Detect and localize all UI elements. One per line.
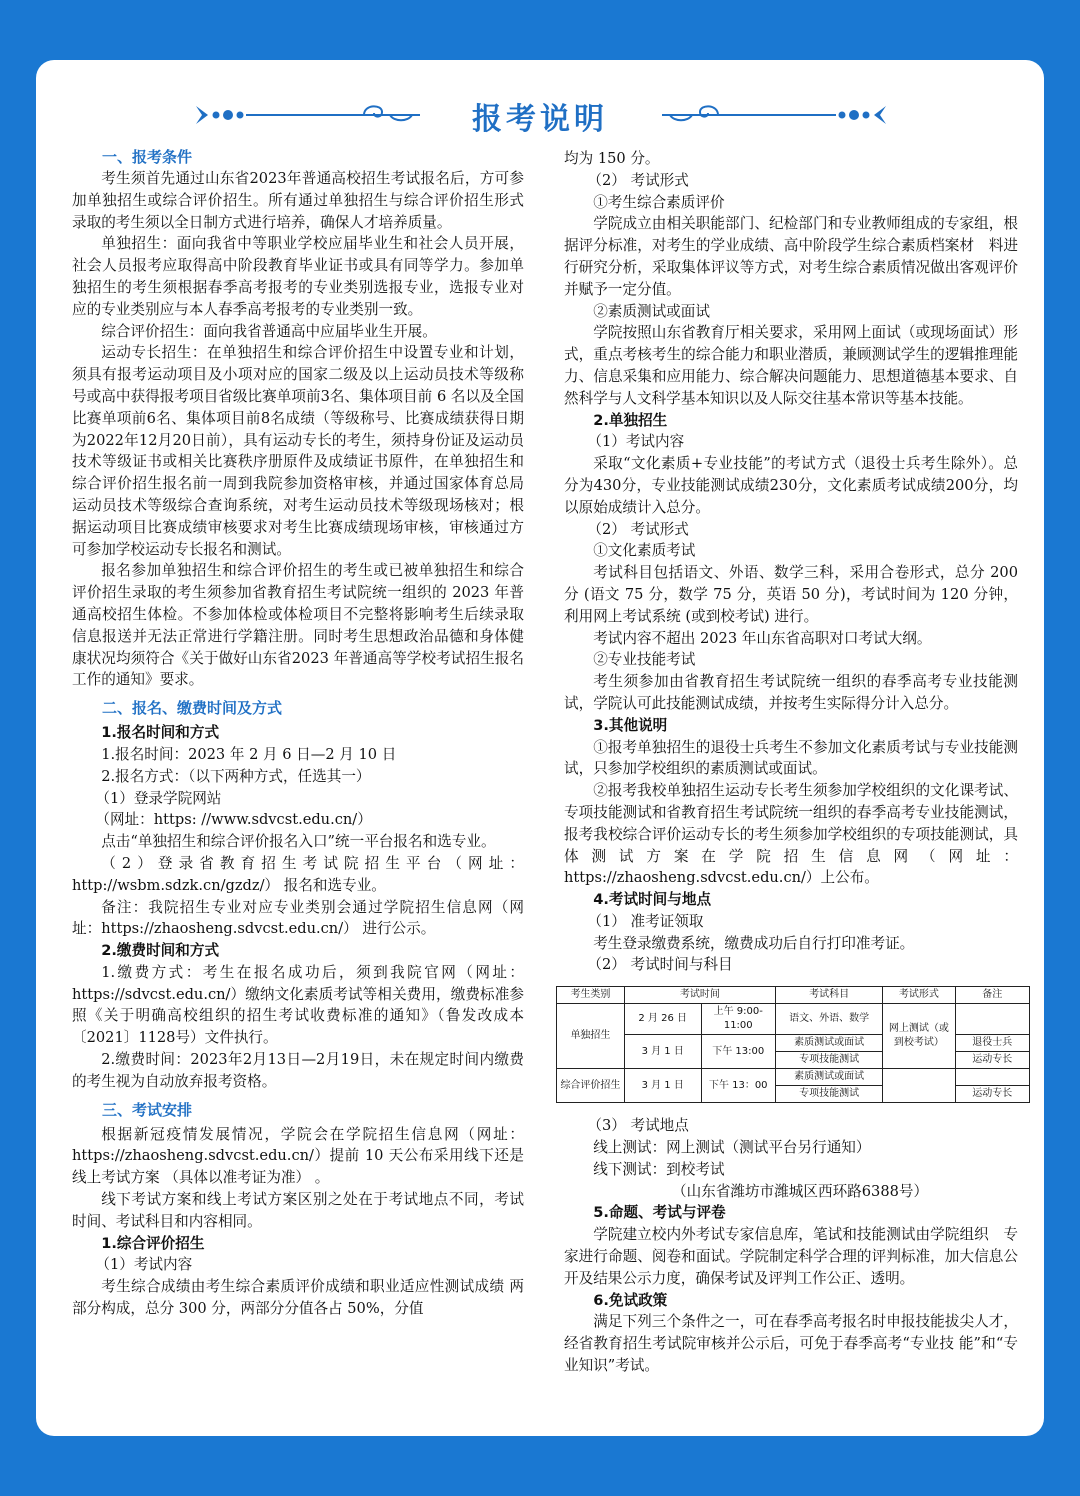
paragraph: （2）登录省教育招生考试院招生平台（网址：http://wsbm.sdzk.cn/gzdz/） 报名和选专业。 bbox=[72, 854, 524, 894]
text-line: （1）登录学院网站 bbox=[95, 789, 222, 807]
table-cell: 3 月 1 日 bbox=[624, 1069, 701, 1103]
table-cell: 2 月 26 日 bbox=[624, 1004, 701, 1035]
subheading: 4.考试时间与地点 bbox=[593, 891, 712, 909]
text-line: ②素质测试或面试 bbox=[593, 302, 710, 320]
text-line: ①文化素质考试 bbox=[593, 542, 696, 560]
text-line: 线上测试：网上测试（测试平台另行通知） bbox=[593, 1139, 871, 1157]
table-cell: 专项技能测试 bbox=[775, 1052, 882, 1069]
paragraph: 考试科目包括语文、外语、数学三科，采用合卷形式，总分 200 分 (语文 75 分，数学 75 分，英语 50 分)，考试时间为 120 分钟， 利用网上考试系统 (或到校考试) 进行。 bbox=[564, 564, 1018, 625]
right-ornament-icon bbox=[656, 98, 888, 132]
table-cell bbox=[955, 1069, 1029, 1086]
section-heading: 三、考试安排 bbox=[102, 1100, 193, 1119]
table-cell: 专项技能测试 bbox=[775, 1086, 882, 1103]
section-heading: 二、报名、缴费时间及方式 bbox=[102, 699, 283, 718]
left-column bbox=[72, 146, 524, 1320]
table-cell: 退役士兵 bbox=[955, 1035, 1029, 1052]
subheading: 5.命题、考试与评卷 bbox=[593, 1204, 726, 1222]
table-cell: 下午 13:00 bbox=[701, 1035, 775, 1069]
table-cell: 运动专长 bbox=[955, 1052, 1029, 1069]
paragraph: ①报考单独招生的退役士兵考生不参加文化素质考试与专业技能测试，只参加学校组织的素质测试或面试。 bbox=[564, 738, 1018, 778]
title-row bbox=[36, 86, 1044, 142]
text-line: ②专业技能考试 bbox=[593, 651, 696, 669]
text-line: 1.报名时间：2023 年 2 月 6 日—2 月 10 日 bbox=[101, 745, 397, 763]
text-line: 均为 150 分。 bbox=[564, 150, 660, 167]
paragraph: 学院建立校内外考试专家信息库，笔试和技能测试由学院组织 专家进行命题、阅卷和面试。学院制定科学合理的评判标准，加大信息公开及结果公示力度，确保考试及评判工作公正、透明。 bbox=[564, 1226, 1018, 1287]
text-line: （2） 考试形式 bbox=[587, 171, 689, 189]
document-card bbox=[36, 60, 1044, 1436]
table-row bbox=[557, 1004, 1030, 1035]
text-line: 2.报名方式：（以下两种方式，任选其一） bbox=[101, 767, 371, 785]
paragraph: 根据新冠疫情发展情况，学院会在学院招生信息网（网址：https://zhaosheng.sdvcst.edu.cn/）提前 10 天公布采用线下还是 线上考试方案 （具体以准考证为准） 。 bbox=[72, 1125, 524, 1187]
text-line: ①考生综合素质评价 bbox=[593, 193, 725, 211]
subheading: 1.报名时间和方式 bbox=[101, 724, 220, 742]
paragraph: 单独招生：面向我省中等职业学校应届毕业生和社会人员开展，社会人员报考应取得高中阶段教育毕业证书或具有同等学力。参加单独招生的考生须根据春季高考报考的专业类别选报专业，选报专业对应的专业类别应与本人春季高考报考的专业类别一致。 bbox=[72, 235, 524, 318]
paragraph: 满足下列三个条件之一，可在春季高考报名时申报技能拔尖人才，经省教育招生考试院审核并公示后，可免于春季高考“专业技 能”和“专业知识”考试。 bbox=[564, 1313, 1018, 1375]
section-heading: 一、报考条件 bbox=[102, 148, 193, 166]
table-row bbox=[557, 1035, 1030, 1052]
page-title: 报考说明 bbox=[472, 102, 608, 137]
table-cell bbox=[955, 1004, 1029, 1035]
table-cell: 单独招生 bbox=[557, 1004, 625, 1069]
table-row bbox=[557, 1069, 1030, 1086]
table-header: 备注 bbox=[955, 987, 1029, 1004]
subheading: 2.单独招生 bbox=[593, 411, 668, 429]
text-line: （2） 考试形式 bbox=[587, 520, 689, 538]
paragraph: 考生登录缴费系统，缴费成功后自行打印准考证。 bbox=[593, 934, 915, 952]
table-header: 考试科目 bbox=[775, 987, 882, 1004]
table-cell: 网上测试（或到校考试） bbox=[883, 1004, 955, 1069]
paragraph: 考生须参加由省教育招生考试院统一组织的春季高考专业技能测试，学院认可此技能测试成绩，并按考生实际得分计入总分。 bbox=[564, 673, 1018, 712]
table-cell: 运动专长 bbox=[955, 1086, 1029, 1103]
paragraph: 采取“文化素质+专业技能”的考试方式（退役士兵考生除外）。总分为430分，专业技能测试成绩230分，文化素质考试成绩200分，均以原始成绩计入总分。 bbox=[564, 455, 1018, 516]
paragraph: 运动专长招生：在单独招生和综合评价招生中设置专业和计划，须具有报考运动项目及小项对应的国家二级及以上运动员技术等级称号或高中获得报考项目省级比赛单项前3名、集体项目前 6 名以及全国比赛单项前6名、集体项目前8名成绩（等级称号、比赛成绩获得日期为2022年12月20日前），具有运动专长的考生，须持身份证及运动员技术等级证书或相关比赛秩序册原件及成绩证书原件，在单独招生和综合评价招生报名前一周到我院参加资格审核，并通过国家体育总局运动员技术等级综合查询系统，对考生运动员技术等级现场核对；根据运动项目比赛成绩审核要求对考生比赛成绩现场审核，审核通过方可参加学校运动专长报名和测试。 bbox=[72, 344, 524, 558]
paragraph: 综合评价招生：面向我省普通高中应届毕业生开展。 bbox=[101, 322, 437, 340]
exam-schedule-table bbox=[556, 986, 1030, 1103]
text-line: （1）考试内容 bbox=[95, 1256, 193, 1274]
table-header-row bbox=[557, 987, 1030, 1004]
text-line: 线下测试：到校考试 bbox=[593, 1160, 725, 1178]
table-cell: 综合评价招生 bbox=[557, 1069, 625, 1103]
subheading: 2.缴费时间和方式 bbox=[101, 942, 220, 960]
right-column bbox=[560, 148, 1018, 1377]
table-cell: 3 月 1 日 bbox=[624, 1035, 701, 1069]
subheading: 1.综合评价招生 bbox=[101, 1234, 205, 1252]
paragraph: 考生须首先通过山东省2023年普通高校招生考试报名后，方可参加单独招生或综合评价招生。所有通过单独招生与综合评价招生形式录取的考生须以全日制方式进行培养，确保人才培养质量。 bbox=[72, 170, 524, 231]
paragraph: 1.缴费方式：考生在报名成功后，须到我院官网（网址：https://sdvcst.edu.cn/）缴纳文化素质考试等相关费用，缴费标准参照《关于明确高校组织的招生考试收费标准的通知》（鲁发改成本〔2021〕1128号）文件执行。 bbox=[72, 963, 524, 1047]
table-header: 考试形式 bbox=[883, 987, 955, 1004]
text-line: （网址：https: //www.sdvcst.edu.cn/） bbox=[95, 811, 372, 829]
table-header: 考生类别 bbox=[557, 987, 625, 1004]
paragraph: 学院成立由相关职能部门、纪检部门和专业教师组成的专家组，根据评分标准，对考生的学业成绩、高中阶段学生综合素质档案材 料进行研究分析，采取集体评议等方式，对考生综合素质情况做出客观评价并赋予一定分值。 bbox=[564, 215, 1018, 298]
paragraph: ②报考我校单独招生运动专长考生须参加学校组织的文化课考试、专项技能测试和省教育招生考试院统一组织的春季高考专业技能测试，报考我校综合评价运动专长的考生须参加学校组织的专项技能测试，具体测试方案在学院招生信息网（网址：https://zhaosheng.sdvcst.edu.cn/）上公布。 bbox=[564, 782, 1018, 887]
subheading: 3.其他说明 bbox=[593, 716, 668, 734]
paragraph: 点击“单独招生和综合评价报名入口”统一平台报名和选专业。 bbox=[101, 833, 496, 851]
table-cell bbox=[883, 1069, 955, 1103]
text-line: （1） 准考证领取 bbox=[587, 912, 704, 930]
paragraph: 考试内容不超出 2023 年山东省高职对口考试大纲。 bbox=[593, 629, 932, 647]
paragraph: 线下考试方案和线上考试方案区别之处在于考试地点不同，考试时间、考试科目和内容相同。 bbox=[72, 1191, 524, 1230]
paragraph: 学院按照山东省教育厅相关要求，采用网上面试（或现场面试）形式，重点考核考生的综合能力和职业潜质，兼顾测试学生的逻辑推理能力、信息采集和应用能力、综合解决问题能力、思想道德基本要求、自然科学与人文科学基本知识以及人际交往基本常识等基本技能。 bbox=[564, 324, 1018, 407]
table-cell: 语文、外语、数学 bbox=[775, 1004, 882, 1035]
paragraph: 报名参加单独招生和综合评价招生的考生或已被单独招生和综合评价招生录取的考生须参加省教育招生考试院统一组织的 2023 年普通高校招生体检。不参加体检或体检项目不完整将影响考生后续录取信息报送并无法正常进行学籍注册。同时考生思想政治品德和身体健康状况均须符合《关于做好山东省2023 年普通高等学校考试招生报名工作的通知》要求。 bbox=[72, 562, 524, 689]
table-header: 考试时间 bbox=[624, 987, 775, 1004]
left-ornament-icon bbox=[194, 98, 426, 132]
table-cell: 下午 13：00 bbox=[701, 1069, 775, 1103]
table-cell: 素质测试或面试 bbox=[775, 1069, 882, 1086]
paragraph: 备注：我院招生专业对应专业类别会通过学院招生信息网（网址：https://zhaosheng.sdvcst.edu.cn/） 进行公示。 bbox=[72, 898, 524, 938]
paragraph: 考生综合成绩由考生综合素质评价成绩和职业适应性测试成绩 两部分构成，总分 300 分，两部分分值各占 50%，分值 bbox=[72, 1278, 524, 1318]
table-cell: 素质测试或面试 bbox=[775, 1035, 882, 1052]
table-cell: 上午 9:00-11:00 bbox=[701, 1004, 775, 1035]
text-line: （1）考试内容 bbox=[587, 433, 685, 451]
text-line: （3） 考试地点 bbox=[587, 1117, 689, 1135]
text-line: （山东省潍坊市潍城区西环路6388号） bbox=[672, 1182, 929, 1200]
subheading: 6.免试政策 bbox=[593, 1291, 668, 1309]
text-line: （2） 考试时间与科目 bbox=[587, 956, 733, 974]
paragraph: 2.缴费时间：2023年2月13日—2月19日，未在规定时间内缴费的考生视为自动放弃报考资格。 bbox=[72, 1051, 524, 1090]
